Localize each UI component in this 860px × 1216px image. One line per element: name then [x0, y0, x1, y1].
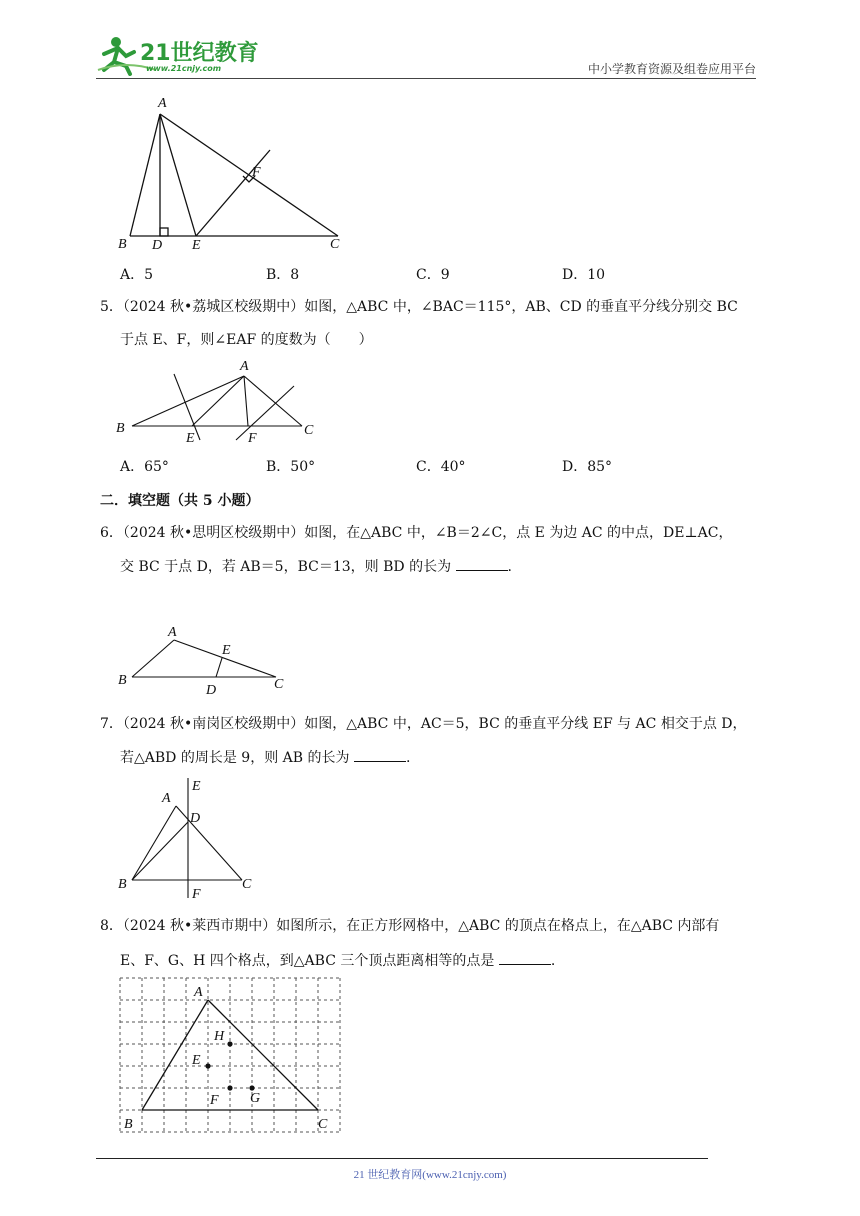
q5-stem-line2: 于点 E、F，则∠EAF 的度数为（ ） — [120, 332, 373, 348]
q6-stem-line2 — [120, 556, 512, 577]
label-e: E — [192, 1053, 201, 1068]
q5-option-a[interactable]: A．65° — [120, 459, 169, 475]
segment-de — [216, 658, 222, 677]
q7-stem-line1: 7．（2024 秋•南岗区校级期中）如图，△ABC 中，AC＝5，BC 的垂直平分线 EF 与 AC 相交于点 D， — [100, 716, 747, 732]
label-e: E — [192, 779, 201, 794]
label-c: C — [318, 1117, 328, 1132]
q4-option-b[interactable]: B．8 — [266, 267, 300, 283]
point-g — [249, 1085, 254, 1090]
segment-ac — [244, 376, 302, 426]
q6-stem-end: . — [507, 559, 512, 575]
segment-ab — [132, 640, 174, 677]
label-a: A — [240, 359, 249, 374]
segment-bd — [132, 822, 188, 880]
label-a: A — [168, 625, 177, 640]
label-f: F — [210, 1093, 219, 1108]
label-c: C — [330, 237, 340, 252]
segment-ab — [130, 114, 160, 236]
q8-answer-blank[interactable] — [499, 950, 551, 965]
point-f — [227, 1085, 232, 1090]
label-d: D — [206, 683, 217, 698]
label-b: B — [118, 877, 127, 892]
q6-figure — [112, 620, 302, 700]
segment-af — [244, 376, 248, 426]
label-a: A — [194, 985, 203, 1000]
q6-stem-line1: 6．（2024 秋•思明区校级期中）如图，在△ABC 中，∠B＝2∠C，点 E 为边 AC 的中点，DE⊥AC， — [100, 525, 733, 541]
point-e — [205, 1063, 210, 1068]
label-b: B — [118, 237, 127, 252]
q8-stem-line1: 8．（2024 秋•莱西市期中）如图所示，在正方形网格中，△ABC 的顶点在格点上，在△ABC 内部有 — [100, 918, 720, 934]
label-d: D — [152, 238, 163, 252]
label-f: F — [252, 165, 261, 180]
label-b: B — [124, 1117, 133, 1132]
right-angle-mark-d — [160, 228, 168, 236]
segment-ab — [132, 376, 244, 426]
q4-option-d[interactable]: D．10 — [562, 267, 606, 283]
label-e: E — [186, 431, 195, 446]
q8-figure — [116, 974, 342, 1134]
footer-divider — [96, 1158, 708, 1159]
q8-stem-text: E、F、G、H 四个格点，到△ABC 三个顶点距离相等的点是 — [120, 953, 495, 969]
label-f: F — [192, 887, 201, 902]
q5-figure — [112, 356, 322, 448]
label-h: H — [214, 1029, 225, 1044]
label-a: A — [162, 791, 171, 806]
label-a: A — [158, 96, 167, 111]
q5-option-c[interactable]: C．40° — [416, 459, 466, 475]
label-b: B — [118, 673, 127, 688]
platform-name: 中小学教育资源及组卷应用平台 — [587, 62, 756, 76]
q4-option-c[interactable]: C．9 — [416, 267, 450, 283]
perpendicular-line — [196, 150, 270, 236]
site-logo — [96, 34, 259, 76]
q5-option-b[interactable]: B．50° — [266, 459, 316, 475]
segment-ac — [208, 1000, 318, 1110]
label-c: C — [242, 877, 252, 892]
segment-ae — [160, 114, 196, 236]
q7-stem-end: . — [405, 750, 411, 766]
q5-stem-line1: 5．（2024 秋•荔城区校级期中）如图，△ABC 中，∠BAC＝115°，AB、CD 的垂直平分线分别交 BC — [100, 299, 738, 315]
logo-text: 21世纪教育 — [140, 41, 259, 66]
q7-stem-text: 若△ABD 的周长是 9，则 AB 的长为 — [120, 750, 350, 766]
label-d: D — [190, 811, 201, 826]
segment-ac — [176, 806, 242, 880]
q4-option-a[interactable]: A．5 — [120, 267, 154, 283]
logo-url: www.21cnjy.com — [146, 64, 222, 73]
q7-answer-blank[interactable] — [354, 747, 406, 762]
q8-stem-end: . — [550, 953, 556, 969]
q4-figure — [112, 92, 352, 252]
q7-figure — [112, 772, 262, 904]
segment-ae — [192, 376, 244, 426]
label-f: F — [248, 431, 257, 446]
q7-stem-line2 — [120, 747, 410, 768]
footer-text[interactable]: 21 世纪教育网(www.21cnjy.com) — [353, 1169, 507, 1181]
section-title: 二．填空题（共 5 小题） — [100, 493, 260, 509]
square-grid — [120, 978, 340, 1132]
header-divider — [96, 78, 756, 79]
segment-ab — [132, 806, 176, 880]
q6-answer-blank[interactable] — [456, 556, 508, 571]
label-b: B — [116, 421, 125, 436]
label-g: G — [250, 1091, 261, 1106]
point-h — [227, 1041, 232, 1046]
label-c: C — [274, 677, 284, 692]
q6-stem-text: 交 BC 于点 D，若 AB＝5，BC＝13，则 BD 的长为 — [120, 559, 452, 575]
label-c: C — [304, 423, 314, 438]
q8-stem-line2 — [120, 950, 555, 971]
label-e: E — [222, 643, 231, 658]
q5-option-d[interactable]: D．85° — [562, 459, 613, 475]
label-e: E — [192, 238, 201, 252]
